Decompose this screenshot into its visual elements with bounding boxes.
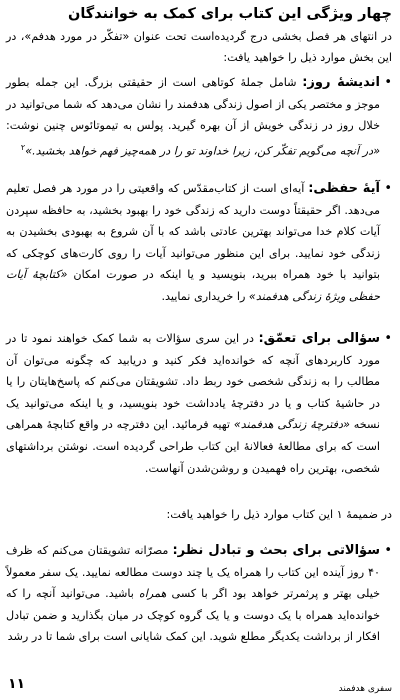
section-title: آیهٔ حفظی: (308, 181, 380, 196)
bullet-icon: • (384, 331, 392, 346)
page-number: ۱۱ (8, 676, 26, 692)
section-quote: «در آنچه می‌گویم تفکّر کن، زیرا خداوند تو را در همه‌چیز فهم خواهد بخشید.» (25, 144, 380, 158)
page-heading: چهار ویژگی این کتاب برای کمک به خوانندگان (67, 6, 392, 22)
section-title: اندیشهٔ روز: (302, 75, 380, 90)
section-book-title: «دفترچهٔ زندگی هدفمند» (233, 418, 350, 432)
section-body: آیه‌ای است از کتاب‌مقدّس که واقعیتی را در مورد هر فصل تعلیم می‌دهد. اگر حقیقتاً دوست دارید که زندگی خود را بهبود بخشید، به حافظه سپردن آیات کلام خدا می‌تواند بهترین عادتی باشد که با آن شروع به بهبودی بخشیدن به زندگی خود نمایید. برای این منظور می‌توانید آیات را روی کارت‌های کوچکی که بتوانید با خود همراه ببرید، بنویسید و یا اینکه در صورت امکان (6, 182, 380, 282)
intro-paragraph: در انتهای هر فصل بخشی درج گردیده‌است تحت عنوان «تفکّر در مورد هدفم»، در این بخش موارد ذیل را خواهید یافت: (6, 30, 392, 64)
section-body: مصرّانه تشویقتان می‌کنم که ظرف ۴۰ روز آینده این کتاب را همراه یک یا چند دوست مطالعه نمایید. یک سفر معمولاً خیلی بهتر و پرثمرتر خواهد بود اگر با کسی (6, 544, 380, 601)
bullet-icon: • (384, 543, 392, 558)
section-body-tail: را خریداری نمایید. (161, 289, 249, 303)
section-title: سؤالاتی برای بحث و تبادل نظر: (172, 543, 380, 558)
section-body-tail: تهیه فرمائید. این دفترچه در واقع کتابچهٔ همراهی است که برای مطالعهٔ فعالانهٔ این کتاب طراحی گردیده است. نوشتن برداشتهای شخصی، بهترین راه فهمیدن و روشن‌شدن آنهاست. (6, 418, 380, 475)
footnote-marker: ۲ (20, 142, 26, 152)
section-reflection-question (6, 328, 392, 479)
section-book-title: «کتابچهٔ آیات حفظی ویژهٔ زندگی هدفمند» (6, 268, 380, 303)
section-title: سؤالی برای تعمّق: (258, 331, 381, 346)
running-footer: سفری هدفمند (338, 684, 392, 694)
section-discussion-questions (6, 540, 392, 648)
section-body-tail: باشید. می‌توانید آنچه را که خوانده‌اید همراه با یک دوست و یا یک گروه کوچک در میان بگذارید و ضمن تبادل افکار از برداشت یکدیگر مطلع شوید. این کمک شایانی است برای شما تا در رشد (6, 587, 380, 644)
bullet-icon: • (384, 75, 392, 90)
bullet-icon: • (384, 181, 392, 196)
section-body: شامل جملهٔ کوتاهی است از حقیقتی بزرگ. این جمله بطور موجز و مختصر یکی از اصول زندگی هدفمند را نشان می‌دهد که شما می‌توانید در خلال روز در زندگی خویش از آن بهره گیرید. پولس به تیموتائوس چنین نوشت: (6, 76, 380, 133)
section-body: در این سری سؤالات به شما کمک خواهند نمود تا در مورد کاربردهای آنچه که خوانده‌اید فکر کنید و دریابید که چگونه می‌توان آن مطالب را به زندگی شخصی خود ربط داد. تشویقتان می‌کنم که پاسخ‌هایتان را یا در حاشیهٔ کتاب و یا در دفترچهٔ یادداشت خود بنویسید، و یا اینکه می‌توانید یک نسخه (6, 332, 381, 432)
section-memory-verse (6, 178, 392, 308)
section-thought-of-day (6, 72, 392, 162)
section-emphasis: همراه (138, 587, 167, 601)
appendix-line: در ضمیمهٔ ۱ این کتاب موارد ذیل را خواهید یافت: (166, 508, 392, 521)
